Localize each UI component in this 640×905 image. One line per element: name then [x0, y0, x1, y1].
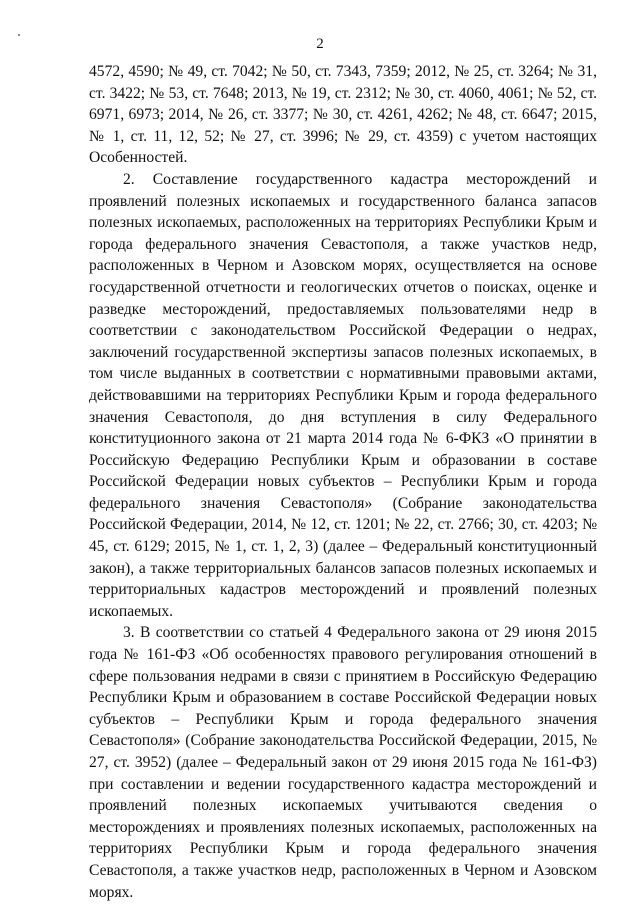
paragraph-3: 3. В соответствии со статьей 4 Федерального закона от 29 июня 2015 года № 161-ФЗ «Об особенностях правового регулирования отношений в сфере пользования недрами в связи с принятием в Российскую Федерацию Республики Крым и образованием в составе Российской Федерации новых субъектов – Республики Крым и города федерального значения Севастополя» (Собрание законодательства Российской Федерации, 2015, № 27, ст. 3952) (далее – Федеральный закон от 29 июня 2015 года № 161-ФЗ) при составлении и ведении государственного кадастра месторождений и проявлений полезных ископаемых учитываются сведения о месторождениях и проявлениях полезных ископаемых, расположенных на территориях Республики Крым и города федерального значения Севастополя, а также участков недр, расположенных в Черном и Азовском морях.	[89, 624, 597, 901]
body-text	[89, 61, 597, 903]
paragraph-2: 2. Составление государственного кадастра месторождений и проявлений полезных ископаемых и государственного баланса запасов полезных ископаемых, расположенных на территориях Республики Крым и города федерального значения Севастополя, а также участков недр, расположенных в Черном и Азовском морях, осуществляется на основе государственной отчетности и геологических отчетов о поисках, оценке и разведке месторождений, предоставляемых пользователями недр в соответствии с законодательством Российской Федерации о недрах, заключений государственной экспертизы запасов полезных ископаемых, в том числе выданных в соответствии с нормативными правовыми актами, действовавшими на территориях Республики Крым и города федерального значения Севастополя, до дня вступления в силу Федерального конституционного закона от 21 марта 2014 года № 6-ФКЗ «О принятии в Российскую Федерацию Республики Крым и образовании в составе Российской Федерации новых субъектов – Республики Крым и города федерального значения Севастополя» (Собрание законодательства Российской Федерации, 2014, № 12, ст. 1201; № 22, ст. 2766; 30, ст. 4203; № 45, ст. 6129; 2015, № 1, ст. 1, 2, 3) (далее – Федеральный конституционный закон), а также территориальных балансов запасов полезных ископаемых и территориальных кадастров месторождений и проявлений полезных ископаемых.	[89, 170, 597, 620]
page-number: 2	[316, 36, 324, 52]
paragraph-continuation: 4572, 4590; № 49, ст. 7042; № 50, ст. 7343, 7359; 2012, № 25, ст. 3264; № 31, ст. 3422; № 53, ст. 7648; 2013, № 19, ст. 2312; № 30, ст. 4060, 4061; № 52, ст. 6971, 6973; 2014, № 26, ст. 3377; № 30, ст. 4261, 4262; № 48, ст. 6647; 2015, № 1, ст. 11, 12, 52; № 27, ст. 3996; № 29, ст. 4359) с учетом настоящих Особенностей.	[89, 63, 597, 167]
